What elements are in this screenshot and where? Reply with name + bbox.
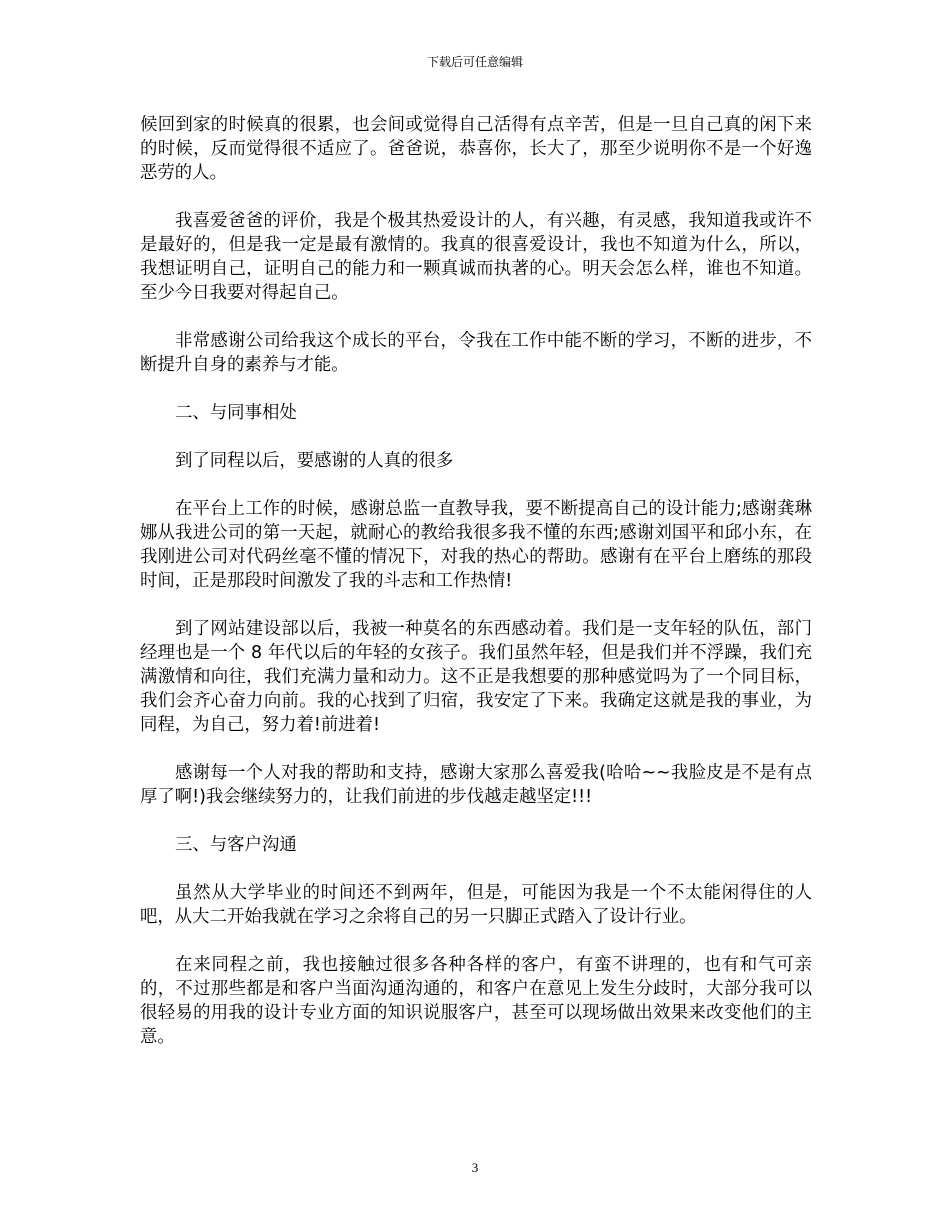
- page-number: 3: [471, 1160, 479, 1175]
- paragraph-continuation: 候回到家的时候真的很累，也会间或觉得自己活得有点辛苦，但是一旦自己真的闲下来的时候，反而觉得很不适应了。爸爸说，恭喜你，长大了，那至少说明你不是一个好逸恶劳的人。: [140, 115, 812, 183]
- paragraph: 非常感谢公司给我这个成长的平台，令我在工作中能不断的学习，不断的进步，不断提升自身的素养与才能。: [140, 331, 812, 375]
- section-heading-colleagues: 二、与同事相处: [175, 403, 297, 423]
- paragraph: 感谢每一个人对我的帮助和支持，感谢大家那么喜爱我(哈哈~~我脸皮是不是有点厚了啊!)我会继续努力的，让我们前进的步伐越走越坚定!!!: [140, 763, 812, 807]
- paragraph: 我喜爱爸爸的评价，我是个极其热爱设计的人，有兴趣，有灵感，我知道我或许不是最好的，但是我一定是最有激情的。我真的很喜爱设计，我也不知道为什么，所以，我想证明自己，证明自己的能力和一颗真诚而执著的心。明天会怎么样，谁也不知道。至少今日我要对得起自己。: [140, 211, 812, 303]
- paragraph: 在平台上工作的时候，感谢总监一直教导我，要不断提高自己的设计能力;感谢龚琳娜从我进公司的第一天起，就耐心的教给我很多我不懂的东西;感谢刘国平和邱小东，在我刚进公司对代码丝毫不懂的情况下，对我的热心的帮助。感谢有在平台上磨练的那段时间，正是那段时间激发了我的斗志和工作热情!: [140, 499, 812, 591]
- section-heading-clients: 三、与客户沟通: [175, 835, 297, 855]
- paragraph: 虽然从大学毕业的时间还不到两年，但是，可能因为我是一个不太能闲得住的人吧，从大二开始我就在学习之余将自己的另一只脚正式踏入了设计行业。: [140, 883, 812, 927]
- paragraph: 到了网站建设部以后，我被一种莫名的东西感动着。我们是一支年轻的队伍，部门经理也是一个 8 年代以后的年轻的女孩子。我们虽然年轻，但是我们并不浮躁，我们充满激情和向往，我们充满力量和动力。这不正是我想要的那种感觉吗为了一个同目标，我们会齐心奋力向前。我的心找到了归宿，我安定了下来。我确定这就是我的事业，为同程，为自己，努力着!前进着!: [140, 619, 812, 735]
- document-body: [140, 113, 812, 1073]
- page-header-note: 下载后可任意编辑: [426, 55, 523, 69]
- paragraph: 到了同程以后，要感谢的人真的很多: [175, 451, 454, 471]
- paragraph: 在来同程之前，我也接触过很多各种各样的客户，有蛮不讲理的，也有和气可亲的，不过那些都是和客户当面沟通沟通的，和客户在意见上发生分歧时，大部分我可以很轻易的用我的设计专业方面的知识说服客户，甚至可以现场做出效果来改变他们的主意。: [140, 955, 812, 1047]
